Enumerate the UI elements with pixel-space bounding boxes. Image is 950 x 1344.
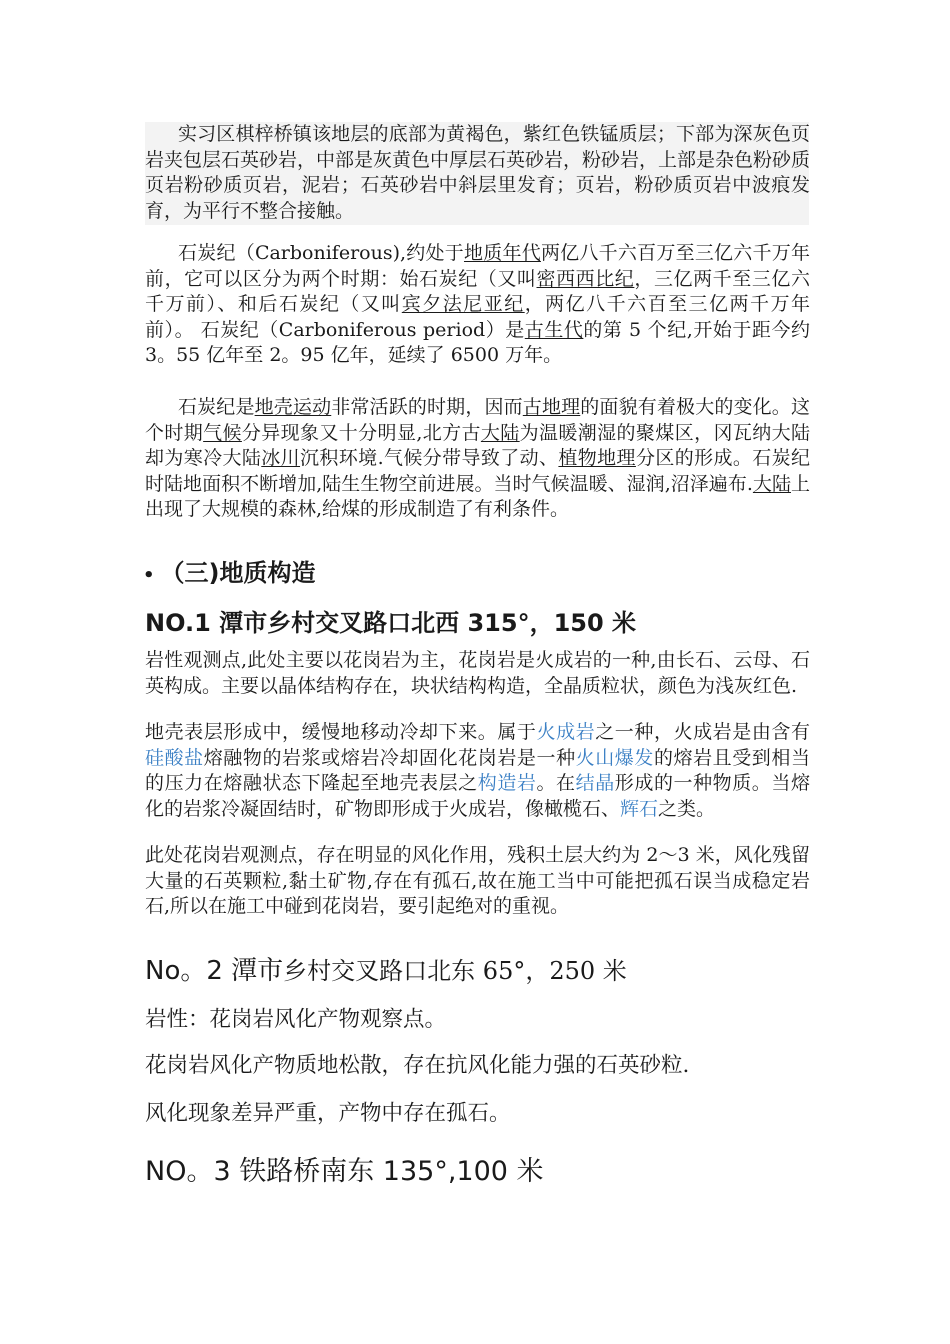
- link-glacier[interactable]: 冰川: [261, 447, 301, 469]
- paragraph-no2-lithology: 岩性：花岗岩风化产物观察点。: [145, 1007, 447, 1032]
- paragraph-no2-boulders: 风化现象差异严重，产物中存在孤石。: [145, 1101, 511, 1126]
- text-run: 非常活跃的时期，因而: [331, 396, 523, 418]
- text-run: 地壳表层形成中，缓慢地移动冷却下来。属于: [145, 721, 537, 743]
- link-continent-2[interactable]: 大陆: [752, 472, 791, 495]
- paragraph-carboniferous-age: [145, 241, 810, 369]
- text-run: 之类。: [658, 797, 716, 820]
- text-run: 形成的一种物质。当熔化的岩浆冷凝固结时，矿物即形成于火成岩，像橄榄石、: [145, 772, 810, 820]
- text-run: 的面貌有着极大的变化。这个时期: [145, 396, 810, 444]
- link-paleogeography[interactable]: 古地理: [522, 396, 581, 418]
- paragraph-carboniferous-climate: [145, 395, 810, 523]
- section-heading-geologic-structure: [143, 553, 808, 588]
- paragraph-stratum-description: 实习区棋梓桥镇该地层的底部为黄褐色，紫红色铁锰质层；下部为深灰色页岩夹包层石英砂岩，中部是灰黄色中厚层石英砂岩，粉砂岩，上部是杂色粉砂质页岩粉砂质页岩，泥岩；石英砂岩中斜层里发育；页岩，粉砂质页岩中波痕发育，为平行不整合接触。: [145, 123, 811, 222]
- link-silicate[interactable]: 硅酸盐: [145, 746, 204, 769]
- text-run: 的熔岩且受到相当的压力在熔融状态下隆起至地壳表层之: [145, 746, 810, 794]
- text-run: 两亿八千六百万至三亿六千万年前，它可以区分为两个时期：始石炭纪（又叫: [145, 242, 810, 290]
- link-tectonite[interactable]: 构造岩: [477, 772, 537, 794]
- text-run: 分区的形成。石炭纪时陆地面积不断增加,陆生生物空前进展。当时气候温暖、湿润,沼泽遍布.: [145, 447, 810, 495]
- bullet-icon: •: [143, 565, 155, 586]
- text-run: 。在: [536, 772, 576, 794]
- paragraph-no2-weathering-products: 花岗岩风化产物质地松散，存在抗风化能力强的石英砂粒.: [145, 1053, 690, 1078]
- paragraph-no1-lithology: 岩性观测点,此处主要以花岗岩为主，花岗岩是火成岩的一种,由长石、云母、石英构成。主要以晶体结构存在，块状结构构造，全晶质粒状，颜色为浅灰红色.: [145, 649, 810, 697]
- link-volcanic-eruption[interactable]: 火山爆发: [575, 746, 654, 769]
- text-run: 之一种，火成岩是由含有: [595, 721, 810, 743]
- heading-no2: [145, 950, 845, 987]
- link-pennsylvanian[interactable]: 宾夕法尼亚纪: [401, 293, 525, 315]
- section-title: （三)地质构造: [160, 559, 316, 587]
- link-climate[interactable]: 气候: [203, 421, 242, 444]
- text-run: 熔融物的岩浆或熔岩冷却固化花岗岩是一种: [203, 746, 576, 769]
- link-paleozoic[interactable]: 古生代: [524, 318, 584, 341]
- link-pyroxene[interactable]: 辉石: [620, 797, 659, 820]
- text-run: 上出现了大规模的森林,给煤的形成制造了有利条件。: [145, 472, 810, 520]
- text-run: 分异现象又十分明显,北方古: [241, 421, 481, 444]
- text-run: 石炭纪（Carboniferous),约处于: [178, 242, 464, 264]
- text-run: 沉积环境.气候分带导致了动、: [300, 447, 559, 469]
- text-run: 石炭纪是: [178, 396, 255, 418]
- text-run: 为温暖潮湿的聚煤区，冈瓦纳大陆却为寒冷大陆: [145, 421, 810, 469]
- link-mississippian[interactable]: 密西西比纪: [536, 267, 635, 290]
- link-plant-geography[interactable]: 植物地理: [558, 447, 636, 469]
- heading-no2-part-b: 乡村交叉路口北东 65°，250 米: [283, 957, 627, 985]
- link-geologic-time[interactable]: 地质年代: [463, 242, 541, 264]
- heading-no3: NO。3 铁路桥南东 135°,100 米: [145, 1156, 544, 1187]
- link-continent[interactable]: 大陆: [480, 421, 520, 444]
- text-run: ，三亿两千至三亿六千万前）、和后石炭纪（又叫: [145, 267, 810, 315]
- paragraph-no1-granite-formation: [145, 720, 810, 822]
- link-igneous-rock[interactable]: 火成岩: [536, 721, 596, 743]
- text-run: ，两亿八千六百至三亿两千万年前）。 石炭纪（Carboniferous period）是: [145, 293, 810, 341]
- paragraph-no1-weathering: 此处花岗岩观测点，存在明显的风化作用，残积土层大约为 2～3 米，风化残留大量的石英颗粒,黏土矿物,存在有孤石,故在施工当中可能把孤石误当成稳定岩石,所以在施工中碰到花岗岩，要引起绝对的重视。: [145, 844, 810, 917]
- heading-no2-part-a: No。2 潭市: [145, 956, 284, 986]
- text-run: 的第 5 个纪,开始于距今约 3。55 亿年至 2。95 亿年，延续了 6500 万年。: [145, 318, 810, 366]
- link-crystal[interactable]: 结晶: [575, 772, 615, 794]
- link-crustal-movement[interactable]: 地壳运动: [254, 396, 332, 418]
- heading-no1: NO.1 潭市乡村交叉路口北西 315°，150 米: [145, 609, 637, 637]
